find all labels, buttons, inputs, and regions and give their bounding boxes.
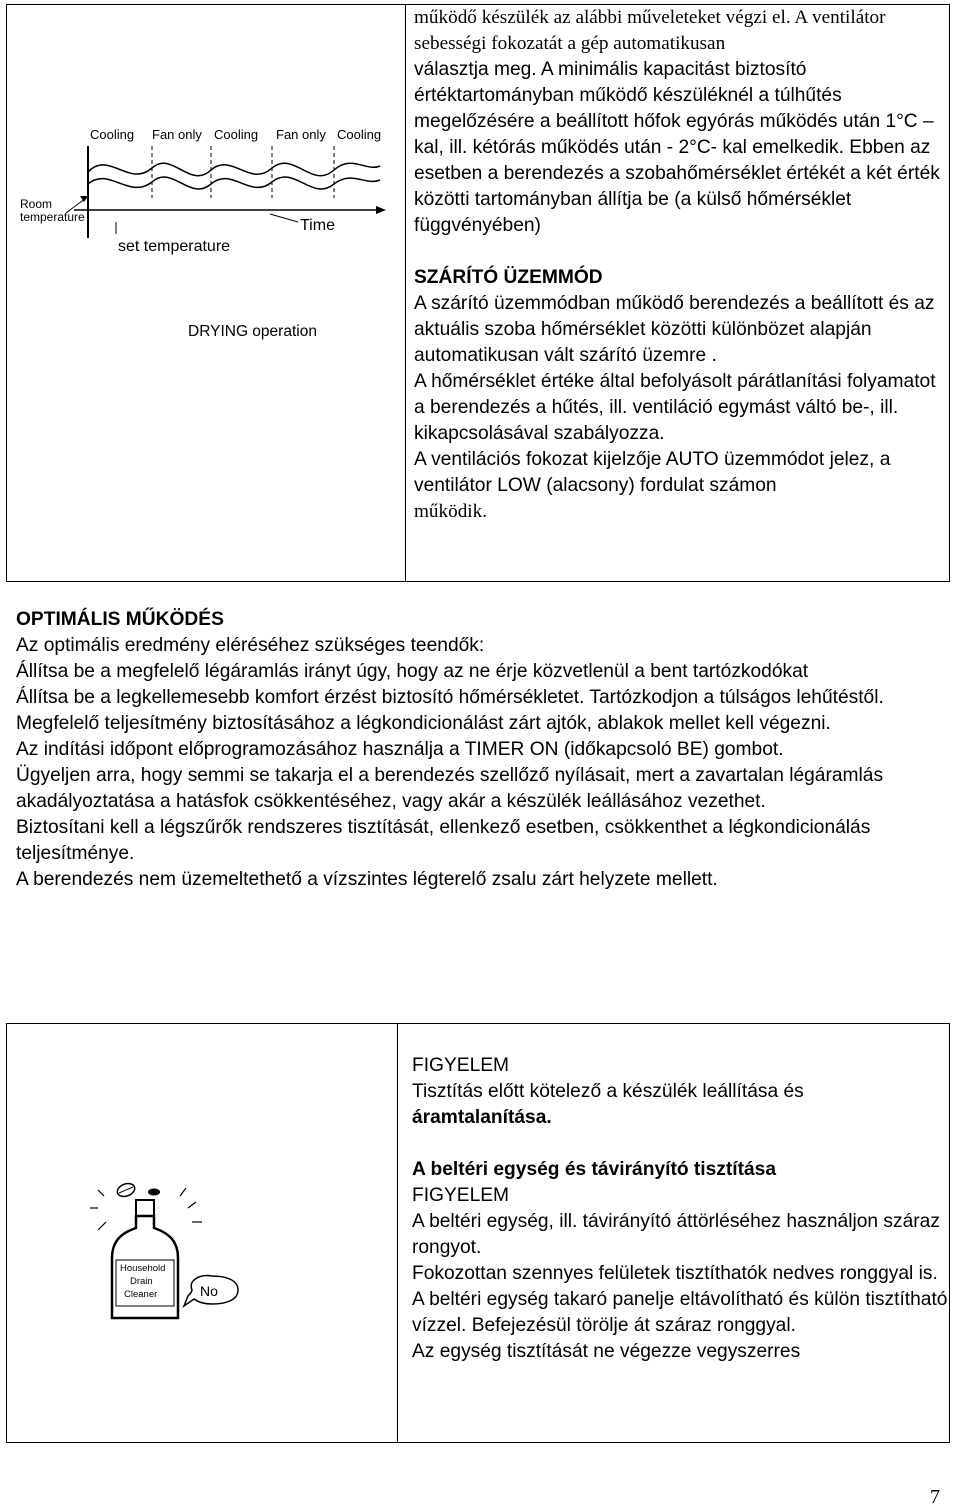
cooling-cycle-diagram (14, 110, 394, 270)
pill-icon (148, 1189, 160, 1196)
warning1-bold: áramtalanítása. (412, 1107, 552, 1128)
drying-heading: SZÁRÍTÓ ÜZEMMÓD (414, 267, 603, 288)
label-cooling-2: Cooling (214, 127, 259, 142)
optimal-operation-section (16, 607, 946, 893)
time-label: Time (300, 217, 335, 234)
optimal-line: Biztosítani kell a légszűrők rendszeres tisztítását, ellenkező esetben, csökkenthet a légkondicionálás teljesítménye. (16, 817, 871, 864)
optimal-line: Az optimális eredmény eléréséhez szükséges teendők: (16, 635, 485, 656)
box-divider (405, 5, 406, 581)
room-temperature-label-2: temperature (20, 210, 85, 224)
cleaner-bottle-illustration (84, 1178, 264, 1328)
set-temperature-label: set temperature (118, 238, 231, 255)
room-temperature-label: Room (20, 197, 53, 211)
optimal-line: Állítsa be a legkellemesebb komfort érzést biztosító hőmérsékletet. Tartózkodjon a túlságos lehűtéstől. (16, 687, 884, 708)
optimal-line: Állítsa be a megfelelő légáramlás irányt úgy, hogy az ne érje közvetlenül a bent tartózkodókat (16, 661, 809, 682)
drying-text-3: A ventilációs fokozat kijelzője AUTO üzemmódot jelez, a ventilátor LOW (alacsony) fordulat számon (414, 449, 891, 496)
bottle-label-drain: Drain (130, 1276, 153, 1287)
drying-operation-label: DRYING operation (188, 323, 317, 340)
optimal-line: Az indítási időpont előprogramozásához használja a TIMER ON (időkapcsoló BE) gombot. (16, 739, 784, 760)
drying-operation-figure (180, 318, 350, 344)
label-cooling-3: Cooling (337, 127, 382, 142)
splash-lines (90, 1188, 202, 1230)
warning1-title: FIGYELEM (412, 1055, 510, 1076)
intro-text: választja meg. A minimális kapacitást biztosító értéktartományban működő készüléknél a túlhűtés megelőzésére a beállított hőfok egyórás működés után 1°C –kal, ill. kétórás működés után - 2°C- kal emelkedik. Ebben az esetben a berendezés a szobahőmérséklet értékét a két érték közötti tartományban állítja be (a külső hőmérséklet függvényében) (414, 59, 940, 236)
no-label: No (200, 1283, 218, 1299)
cleaning-line: A beltéri egység takaró panelje eltávolítható és külön tisztítható vízzel. Befejezésül törölje át száraz ronggyal. (412, 1289, 948, 1336)
optimal-line: Megfelelő teljesítmény biztosításához a légkondicionálást zárt ajtók, ablakok mellet kell végezni. (16, 713, 831, 734)
drying-text: A szárító üzemmódban működő berendezés a beállított és az aktuális szoba hőmérséklet közötti különbözet alapján automatikusan vált szárító üzemre . (414, 293, 935, 366)
bottle-cap (136, 1200, 154, 1216)
label-fan-only-2: Fan only (276, 127, 326, 142)
optimal-line: A berendezés nem üzemeltethető a vízszintes légterelő zsalu zárt helyzete mellett. (16, 869, 718, 890)
box-divider (397, 1024, 398, 1442)
cleaning-section-heading: A beltéri egység és távirányító tisztítása (412, 1159, 776, 1180)
temperature-curve-2 (88, 177, 380, 189)
temperature-curve (88, 163, 380, 176)
box1-text-column (414, 5, 944, 525)
drying-text-3-end: működik. (414, 501, 488, 522)
drying-text-2: A hőmérséklet értéke által befolyásolt párátlanítási folyamatot a berendezés a hűtés, ill. ventiláció egymást váltó be-, ill. kikapcsolásával szabályozza. (414, 371, 936, 444)
intro-serif-text: működő készülék az alábbi műveleteket végzi el. A ventilátor sebességi fokozatát a gép automatikusan (414, 7, 886, 54)
x-axis-arrow-icon (376, 206, 386, 214)
optimal-heading: OPTIMÁLIS MŰKÖDÉS (16, 609, 224, 630)
box2-text-column (412, 1053, 948, 1365)
cleaning-line: Az egység tisztítását ne végezze vegyszerres (412, 1341, 801, 1362)
warning1-text: Tisztítás előtt kötelező a készülék leállítása és (412, 1081, 804, 1102)
cleaning-line: A beltéri egység, ill. távirányító áttörléséhez használjon száraz rongyot. (412, 1211, 940, 1258)
bottle-label-household: Household (120, 1263, 166, 1274)
cleaning-line: Fokozottan szennyes felületek tisztíthatók nedves ronggyal is. (412, 1263, 938, 1284)
bottle-label-cleaner: Cleaner (124, 1289, 158, 1300)
optimal-line: Ügyeljen arra, hogy semmi se takarja el a berendezés szellőző nyílásait, mert a zavartalan légáramlás akadályoztatása a hatásfok csökkentéséhez, vagy akár a készülék leállásához vezethet. (16, 765, 884, 812)
label-fan-only-1: Fan only (152, 127, 202, 142)
warning2-title: FIGYELEM (412, 1185, 510, 1206)
page-number: 7 (930, 1486, 940, 1508)
label-cooling-1: Cooling (90, 127, 135, 142)
